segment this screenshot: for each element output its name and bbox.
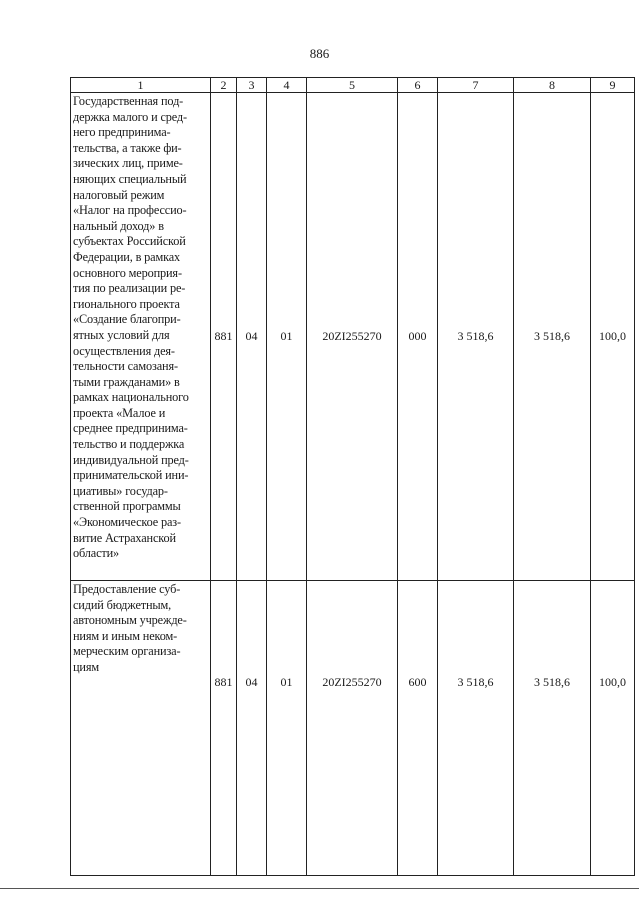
planned-amount-cell: 3 518,6 <box>438 581 514 876</box>
description-line: тыми гражданами» в <box>73 374 180 389</box>
description-line: индивидуальной пред- <box>73 452 189 467</box>
description-line: Государственная под- <box>73 94 184 108</box>
description-line: области» <box>73 546 120 561</box>
subsection-cell: 01 <box>267 93 307 581</box>
header-cell-8: 8 <box>514 78 591 93</box>
description-line: ятных условий для <box>73 327 170 342</box>
header-cell-7: 7 <box>438 78 514 93</box>
description-line: витие Астраханской <box>73 530 176 545</box>
admin-code-cell: 881 <box>211 581 237 876</box>
header-cell-1: 1 <box>71 78 211 93</box>
admin-code-cell: 881 <box>211 93 237 581</box>
table-row <box>71 581 635 876</box>
description-line: него предпринима- <box>73 125 171 140</box>
planned-amount-cell: 3 518,6 <box>438 93 514 581</box>
header-row <box>71 78 635 93</box>
description-line: рамках национального <box>73 390 189 405</box>
description-line: ниям и иным неком- <box>73 628 178 643</box>
executed-amount-cell: 3 518,6 <box>514 93 591 581</box>
section-cell: 04 <box>237 581 267 876</box>
row-description <box>71 93 211 581</box>
header-cell-9: 9 <box>591 78 635 93</box>
header-cell-4: 4 <box>267 78 307 93</box>
header-cell-2: 2 <box>211 78 237 93</box>
description-line: тельства, а также фи- <box>73 140 182 155</box>
description-line: основного мероприя- <box>73 265 182 280</box>
description-line: субъектах Российской <box>73 234 186 249</box>
description-line: циям <box>73 659 99 674</box>
description-line: тельности самозаня- <box>73 359 178 374</box>
description-line: принимательской ини- <box>73 468 189 483</box>
description-line: автономным учрежде- <box>73 613 187 628</box>
execution-percent-cell: 100,0 <box>591 581 635 876</box>
description-line: мерческим организа- <box>73 644 181 659</box>
description-line: проекта «Малое и <box>73 405 166 420</box>
description-line: среднее предпринима- <box>73 421 188 436</box>
section-cell: 04 <box>237 93 267 581</box>
description-line: Предоставление суб- <box>73 582 181 596</box>
description-line: «Создание благопри- <box>73 312 181 327</box>
description-line: нальный доход» в <box>73 218 164 233</box>
description-line: тельство и поддержка <box>73 437 185 452</box>
description-line: осуществления дея- <box>73 343 175 358</box>
description-line: Федерации, в рамках <box>73 249 181 264</box>
description-line: циативы» государ- <box>73 483 168 498</box>
header-cell-6: 6 <box>398 78 438 93</box>
table-row <box>71 93 635 581</box>
subsection-cell: 01 <box>267 581 307 876</box>
description-line: «Налог на профессио- <box>73 203 187 218</box>
description-line: сидий бюджетным, <box>73 597 172 612</box>
description-line: няющих специальный <box>73 171 187 186</box>
description-line: зических лиц, приме- <box>73 156 183 171</box>
description-line: налоговый режим <box>73 187 165 202</box>
description-line: «Экономическое раз- <box>73 515 181 530</box>
header-cell-3: 3 <box>237 78 267 93</box>
description-line: тия по реализации ре- <box>73 281 186 296</box>
page-number: 886 <box>309 46 330 61</box>
description-line: гионального проекта <box>73 296 180 311</box>
description-line: ственной программы <box>73 499 181 514</box>
target-article-cell: 20ZI255270 <box>307 93 398 581</box>
description-line: держка малого и сред- <box>73 109 187 124</box>
row-description <box>71 581 211 876</box>
target-article-cell: 20ZI255270 <box>307 581 398 876</box>
executed-amount-cell: 3 518,6 <box>514 581 591 876</box>
budget-table <box>70 77 635 876</box>
expense-type-cell: 600 <box>398 581 438 876</box>
execution-percent-cell: 100,0 <box>591 93 635 581</box>
expense-type-cell: 000 <box>398 93 438 581</box>
page-bottom-rule <box>0 888 639 889</box>
header-cell-5: 5 <box>307 78 398 93</box>
